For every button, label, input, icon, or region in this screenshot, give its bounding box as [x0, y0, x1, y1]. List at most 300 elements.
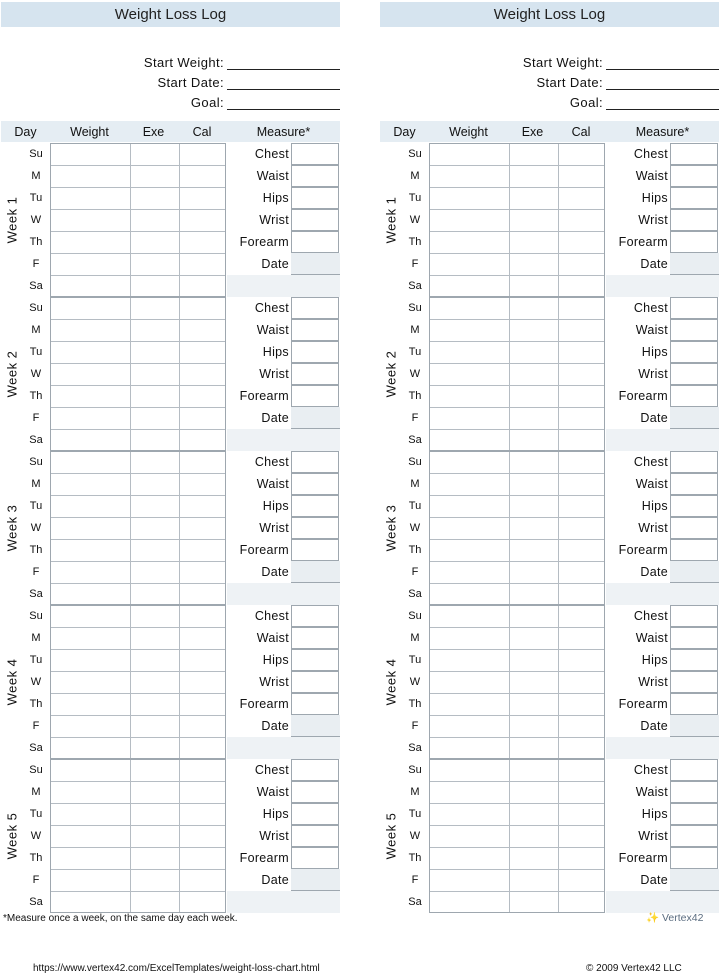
- measure-label: Date: [261, 873, 289, 887]
- entry-cell-exercise[interactable]: [509, 870, 558, 892]
- entry-cell-weight[interactable]: [430, 562, 509, 584]
- entry-cell-weight[interactable]: [51, 584, 130, 606]
- entry-cell-exercise[interactable]: [130, 782, 179, 804]
- entry-cell-exercise[interactable]: [130, 540, 179, 562]
- day-label: F: [32, 258, 40, 270]
- measure-input[interactable]: [291, 297, 339, 319]
- measure-input[interactable]: [670, 781, 718, 803]
- entry-cell-weight[interactable]: [51, 232, 130, 254]
- entry-cell-calories[interactable]: [558, 474, 606, 496]
- entry-cell-weight[interactable]: [51, 540, 130, 562]
- entry-cell-calories[interactable]: [179, 342, 227, 364]
- entry-cell-weight[interactable]: [430, 254, 509, 276]
- measure-input[interactable]: [670, 187, 718, 209]
- entry-cell-exercise[interactable]: [130, 254, 179, 276]
- measure-input[interactable]: [670, 627, 718, 649]
- entry-cell-exercise[interactable]: [509, 430, 558, 452]
- entry-cell-calories[interactable]: [179, 144, 227, 166]
- entry-cell-calories[interactable]: [558, 562, 606, 584]
- entry-cell-weight[interactable]: [51, 716, 130, 738]
- entry-cell-exercise[interactable]: [509, 760, 558, 782]
- entry-cell-weight[interactable]: [51, 188, 130, 210]
- entry-cell-exercise[interactable]: [509, 386, 558, 408]
- entry-cell-calories[interactable]: [179, 320, 227, 342]
- measure-input[interactable]: [291, 187, 339, 209]
- entry-cell-exercise[interactable]: [130, 210, 179, 232]
- entry-cell-exercise[interactable]: [509, 848, 558, 870]
- entry-cell-weight[interactable]: [430, 474, 509, 496]
- entry-cell-weight[interactable]: [51, 386, 130, 408]
- entry-cell-calories[interactable]: [179, 364, 227, 386]
- header-calories: Cal: [192, 125, 212, 139]
- entry-cell-calories[interactable]: [179, 540, 227, 562]
- entry-cell-calories[interactable]: [558, 496, 606, 518]
- week-block: [380, 759, 719, 913]
- week-label-cell: [380, 605, 402, 759]
- entry-cell-exercise[interactable]: [509, 320, 558, 342]
- measure-input[interactable]: [291, 649, 339, 671]
- entry-cell-calories[interactable]: [179, 760, 227, 782]
- entry-cell-exercise[interactable]: [509, 364, 558, 386]
- measure-input[interactable]: [670, 319, 718, 341]
- entry-cell-weight[interactable]: [430, 364, 509, 386]
- entry-cell-calories[interactable]: [179, 672, 227, 694]
- measure-date-input[interactable]: [670, 869, 719, 891]
- measure-input[interactable]: [291, 825, 339, 847]
- entry-cell-weight[interactable]: [430, 650, 509, 672]
- entry-cell-exercise[interactable]: [509, 210, 558, 232]
- measure-input[interactable]: [291, 605, 339, 627]
- entry-cell-exercise[interactable]: [509, 276, 558, 298]
- day-label: M: [31, 478, 41, 490]
- entry-cell-exercise[interactable]: [509, 518, 558, 540]
- entry-cell-weight[interactable]: [51, 606, 130, 628]
- measure-date-input[interactable]: [291, 253, 340, 275]
- entry-cell-weight[interactable]: [51, 804, 130, 826]
- entry-cell-exercise[interactable]: [509, 628, 558, 650]
- measure-label: Waist: [635, 477, 668, 491]
- entry-cell-calories[interactable]: [179, 562, 227, 584]
- entry-cell-exercise[interactable]: [509, 892, 558, 914]
- entry-cell-calories[interactable]: [558, 650, 606, 672]
- entry-cell-weight[interactable]: [430, 870, 509, 892]
- entry-cell-weight[interactable]: [430, 540, 509, 562]
- entry-cell-calories[interactable]: [558, 430, 606, 452]
- entry-cell-exercise[interactable]: [130, 276, 179, 298]
- measure-input[interactable]: [670, 803, 718, 825]
- entry-cell-calories[interactable]: [558, 870, 606, 892]
- entry-cell-exercise[interactable]: [509, 254, 558, 276]
- entry-cell-exercise[interactable]: [130, 364, 179, 386]
- entry-cell-exercise[interactable]: [130, 584, 179, 606]
- entry-cell-calories[interactable]: [179, 804, 227, 826]
- entry-cell-exercise[interactable]: [130, 452, 179, 474]
- entry-cell-weight[interactable]: [430, 672, 509, 694]
- entry-cell-exercise[interactable]: [130, 892, 179, 914]
- week-block: [380, 605, 719, 759]
- measure-input[interactable]: [291, 781, 339, 803]
- entry-cell-exercise[interactable]: [509, 716, 558, 738]
- entry-cell-weight[interactable]: [430, 606, 509, 628]
- entry-cell-weight[interactable]: [51, 474, 130, 496]
- entry-cell-calories[interactable]: [558, 584, 606, 606]
- entry-cell-weight[interactable]: [51, 144, 130, 166]
- entry-cell-calories[interactable]: [179, 386, 227, 408]
- entry-cell-calories[interactable]: [179, 694, 227, 716]
- entry-cell-weight[interactable]: [430, 342, 509, 364]
- entry-cell-weight[interactable]: [430, 716, 509, 738]
- entry-cell-exercise[interactable]: [130, 738, 179, 760]
- entry-cell-weight[interactable]: [51, 848, 130, 870]
- entry-cell-calories[interactable]: [558, 342, 606, 364]
- entry-cell-calories[interactable]: [558, 826, 606, 848]
- entry-cell-exercise[interactable]: [130, 628, 179, 650]
- entry-cell-calories[interactable]: [558, 386, 606, 408]
- entry-cell-calories[interactable]: [179, 826, 227, 848]
- weeks-table: [1, 143, 340, 913]
- day-label: Tu: [29, 346, 43, 358]
- measure-input[interactable]: [670, 165, 718, 187]
- entry-cell-calories[interactable]: [179, 430, 227, 452]
- info-label: Start Date:: [536, 75, 603, 90]
- entry-cell-exercise[interactable]: [509, 298, 558, 320]
- entry-cell-weight[interactable]: [51, 408, 130, 430]
- entry-cell-weight[interactable]: [51, 650, 130, 672]
- measure-input[interactable]: [291, 495, 339, 517]
- entry-cell-calories[interactable]: [558, 760, 606, 782]
- measure-input[interactable]: [291, 385, 339, 407]
- entry-cell-exercise[interactable]: [130, 694, 179, 716]
- entry-cell-weight[interactable]: [51, 430, 130, 452]
- entry-cell-calories[interactable]: [558, 738, 606, 760]
- entry-cell-weight[interactable]: [430, 518, 509, 540]
- measure-date-input[interactable]: [291, 715, 340, 737]
- entry-cell-exercise[interactable]: [130, 650, 179, 672]
- entry-cell-exercise[interactable]: [509, 540, 558, 562]
- entry-cell-weight[interactable]: [51, 452, 130, 474]
- entry-cell-weight[interactable]: [51, 342, 130, 364]
- entry-cell-calories[interactable]: [179, 166, 227, 188]
- entry-cell-calories[interactable]: [558, 320, 606, 342]
- entry-cell-calories[interactable]: [558, 628, 606, 650]
- entry-cell-exercise[interactable]: [509, 144, 558, 166]
- entry-cell-weight[interactable]: [51, 276, 130, 298]
- entry-cell-calories[interactable]: [558, 518, 606, 540]
- entry-cell-calories[interactable]: [558, 188, 606, 210]
- measure-date-input[interactable]: [291, 407, 340, 429]
- measure-blank-cell: [606, 275, 719, 297]
- entry-cell-exercise[interactable]: [509, 804, 558, 826]
- entry-cell-weight[interactable]: [51, 760, 130, 782]
- entry-cell-exercise[interactable]: [509, 342, 558, 364]
- entry-cell-exercise[interactable]: [130, 518, 179, 540]
- entry-cell-exercise[interactable]: [130, 496, 179, 518]
- entry-cell-exercise[interactable]: [509, 782, 558, 804]
- entry-cell-calories[interactable]: [179, 518, 227, 540]
- measure-input[interactable]: [291, 693, 339, 715]
- entry-cell-exercise[interactable]: [130, 716, 179, 738]
- entry-cell-exercise[interactable]: [509, 474, 558, 496]
- info-row-start-weight: [144, 50, 340, 70]
- entry-cell-weight[interactable]: [430, 298, 509, 320]
- entry-cell-calories[interactable]: [179, 276, 227, 298]
- entry-cell-weight[interactable]: [51, 210, 130, 232]
- entry-cell-calories[interactable]: [558, 848, 606, 870]
- entry-cell-weight[interactable]: [430, 232, 509, 254]
- entry-cell-calories[interactable]: [179, 584, 227, 606]
- entry-cell-exercise[interactable]: [130, 672, 179, 694]
- entry-cell-calories[interactable]: [179, 870, 227, 892]
- entry-cell-exercise[interactable]: [130, 298, 179, 320]
- entry-cell-weight[interactable]: [430, 826, 509, 848]
- measure-date-input[interactable]: [291, 869, 340, 891]
- measure-input[interactable]: [291, 165, 339, 187]
- entry-cell-calories[interactable]: [179, 848, 227, 870]
- entry-cell-weight[interactable]: [51, 826, 130, 848]
- info-input-start-weight[interactable]: [606, 53, 719, 70]
- entry-cell-calories[interactable]: [179, 474, 227, 496]
- measure-date-input[interactable]: [670, 253, 719, 275]
- measure-input[interactable]: [670, 341, 718, 363]
- week-label-cell: [380, 451, 402, 605]
- entry-cell-calories[interactable]: [558, 782, 606, 804]
- measure-date-input[interactable]: [291, 561, 340, 583]
- measure-input[interactable]: [670, 539, 718, 561]
- measure-input[interactable]: [291, 627, 339, 649]
- day-label: Sa: [408, 434, 422, 446]
- measure-input[interactable]: [291, 803, 339, 825]
- entry-cell-calories[interactable]: [558, 364, 606, 386]
- measure-input[interactable]: [291, 517, 339, 539]
- measure-input[interactable]: [670, 825, 718, 847]
- info-input-goal[interactable]: [606, 93, 719, 110]
- entry-cell-weight[interactable]: [51, 166, 130, 188]
- measure-input[interactable]: [291, 451, 339, 473]
- entry-cell-weight[interactable]: [51, 562, 130, 584]
- measure-input[interactable]: [670, 231, 718, 253]
- measure-input[interactable]: [670, 517, 718, 539]
- entry-cell-exercise[interactable]: [509, 738, 558, 760]
- measure-input[interactable]: [291, 539, 339, 561]
- entry-cell-weight[interactable]: [51, 672, 130, 694]
- entry-cell-weight[interactable]: [51, 694, 130, 716]
- measure-input[interactable]: [291, 231, 339, 253]
- entry-cell-calories[interactable]: [179, 496, 227, 518]
- measure-date-input[interactable]: [670, 715, 719, 737]
- measure-input[interactable]: [670, 649, 718, 671]
- entry-cell-exercise[interactable]: [130, 760, 179, 782]
- info-input-start-date[interactable]: [227, 73, 340, 90]
- measure-input[interactable]: [291, 341, 339, 363]
- entry-cell-calories[interactable]: [179, 232, 227, 254]
- entry-cell-exercise[interactable]: [130, 826, 179, 848]
- entry-cell-exercise[interactable]: [130, 342, 179, 364]
- week-block: [380, 143, 719, 297]
- entry-cell-exercise[interactable]: [130, 232, 179, 254]
- entry-cell-calories[interactable]: [558, 804, 606, 826]
- entry-cell-weight[interactable]: [51, 254, 130, 276]
- entry-cell-exercise[interactable]: [130, 870, 179, 892]
- measure-input[interactable]: [291, 143, 339, 165]
- measure-input[interactable]: [670, 693, 718, 715]
- entry-cell-exercise[interactable]: [130, 474, 179, 496]
- entry-cell-calories[interactable]: [558, 694, 606, 716]
- entry-cell-calories[interactable]: [179, 408, 227, 430]
- day-label: W: [409, 522, 421, 534]
- entry-cell-weight[interactable]: [430, 584, 509, 606]
- entry-cell-exercise[interactable]: [130, 430, 179, 452]
- entry-cell-weight[interactable]: [430, 804, 509, 826]
- entry-cell-weight[interactable]: [430, 320, 509, 342]
- entry-cell-exercise[interactable]: [130, 188, 179, 210]
- entry-cell-calories[interactable]: [179, 210, 227, 232]
- measure-input[interactable]: [291, 847, 339, 869]
- entry-cell-calories[interactable]: [558, 892, 606, 914]
- entry-cell-weight[interactable]: [430, 210, 509, 232]
- entry-cell-exercise[interactable]: [130, 386, 179, 408]
- measure-input[interactable]: [670, 297, 718, 319]
- measure-input[interactable]: [670, 605, 718, 627]
- entry-cell-calories[interactable]: [558, 716, 606, 738]
- entry-cell-exercise[interactable]: [509, 562, 558, 584]
- entry-cell-weight[interactable]: [51, 870, 130, 892]
- entry-cell-weight[interactable]: [430, 496, 509, 518]
- measure-input[interactable]: [291, 319, 339, 341]
- week-label: Week 2: [383, 350, 399, 398]
- entry-cell-weight[interactable]: [430, 892, 509, 914]
- entry-cell-calories[interactable]: [179, 606, 227, 628]
- measure-label: Wrist: [259, 675, 289, 689]
- entry-cell-exercise[interactable]: [509, 606, 558, 628]
- entry-cell-exercise[interactable]: [130, 408, 179, 430]
- entry-cell-exercise[interactable]: [509, 672, 558, 694]
- entry-cell-calories[interactable]: [558, 540, 606, 562]
- entry-cell-calories[interactable]: [179, 628, 227, 650]
- info-input-start-date[interactable]: [606, 73, 719, 90]
- entry-cell-weight[interactable]: [430, 782, 509, 804]
- info-input-goal[interactable]: [227, 93, 340, 110]
- entry-cell-weight[interactable]: [51, 298, 130, 320]
- measure-input[interactable]: [670, 451, 718, 473]
- entry-cell-weight[interactable]: [51, 738, 130, 760]
- entry-cell-calories[interactable]: [558, 298, 606, 320]
- entry-cell-exercise[interactable]: [509, 188, 558, 210]
- entry-cell-calories[interactable]: [179, 892, 227, 914]
- entry-cell-weight[interactable]: [430, 188, 509, 210]
- entry-cell-exercise[interactable]: [130, 804, 179, 826]
- entry-cell-weight[interactable]: [430, 452, 509, 474]
- entry-cell-calories[interactable]: [558, 166, 606, 188]
- entry-cell-weight[interactable]: [430, 848, 509, 870]
- entry-cell-calories[interactable]: [558, 210, 606, 232]
- entry-cell-calories[interactable]: [179, 298, 227, 320]
- measure-label: Chest: [254, 609, 289, 623]
- entry-cell-exercise[interactable]: [509, 232, 558, 254]
- entry-cell-weight[interactable]: [51, 320, 130, 342]
- entry-cell-exercise[interactable]: [130, 562, 179, 584]
- measure-input[interactable]: [670, 759, 718, 781]
- entry-cell-calories[interactable]: [558, 276, 606, 298]
- entry-cell-weight[interactable]: [430, 386, 509, 408]
- entry-cell-weight[interactable]: [51, 628, 130, 650]
- entry-cell-calories[interactable]: [558, 232, 606, 254]
- entry-cell-calories[interactable]: [558, 606, 606, 628]
- entry-cell-weight[interactable]: [430, 694, 509, 716]
- entry-cell-exercise[interactable]: [130, 606, 179, 628]
- info-input-start-weight[interactable]: [227, 53, 340, 70]
- entry-cell-weight[interactable]: [430, 144, 509, 166]
- week-entry-grid: [429, 605, 605, 759]
- week-label-cell: [1, 451, 23, 605]
- measure-input[interactable]: [670, 209, 718, 231]
- entry-cell-exercise[interactable]: [509, 650, 558, 672]
- entry-cell-calories[interactable]: [558, 254, 606, 276]
- measure-input[interactable]: [291, 671, 339, 693]
- entry-cell-exercise[interactable]: [509, 694, 558, 716]
- measure-input[interactable]: [670, 495, 718, 517]
- entry-cell-calories[interactable]: [558, 452, 606, 474]
- entry-cell-calories[interactable]: [558, 408, 606, 430]
- measure-input[interactable]: [291, 759, 339, 781]
- entry-cell-weight[interactable]: [51, 496, 130, 518]
- entry-cell-calories[interactable]: [179, 738, 227, 760]
- measure-input[interactable]: [670, 671, 718, 693]
- entry-cell-calories[interactable]: [558, 144, 606, 166]
- entry-cell-weight[interactable]: [51, 364, 130, 386]
- entry-cell-exercise[interactable]: [509, 496, 558, 518]
- entry-cell-weight[interactable]: [51, 892, 130, 914]
- entry-cell-weight[interactable]: [430, 760, 509, 782]
- entry-cell-calories[interactable]: [179, 254, 227, 276]
- measure-date-input[interactable]: [670, 561, 719, 583]
- entry-cell-exercise[interactable]: [509, 452, 558, 474]
- measure-input[interactable]: [291, 209, 339, 231]
- source-url[interactable]: https://www.vertex42.com/ExcelTemplates/weight-loss-chart.html: [33, 963, 320, 974]
- entry-cell-weight[interactable]: [430, 738, 509, 760]
- entry-cell-exercise[interactable]: [130, 320, 179, 342]
- measure-date-input[interactable]: [670, 407, 719, 429]
- info-label: Start Weight:: [143, 55, 224, 70]
- entry-cell-weight[interactable]: [430, 408, 509, 430]
- entry-cell-weight[interactable]: [430, 430, 509, 452]
- entry-cell-weight[interactable]: [430, 166, 509, 188]
- measure-input[interactable]: [670, 847, 718, 869]
- measure-input[interactable]: [670, 363, 718, 385]
- entry-cell-exercise[interactable]: [130, 144, 179, 166]
- entry-cell-weight[interactable]: [430, 628, 509, 650]
- measure-input[interactable]: [670, 143, 718, 165]
- entry-cell-exercise[interactable]: [509, 166, 558, 188]
- measure-input[interactable]: [670, 473, 718, 495]
- entry-cell-exercise[interactable]: [509, 584, 558, 606]
- entry-cell-calories[interactable]: [558, 672, 606, 694]
- entry-cell-exercise[interactable]: [130, 848, 179, 870]
- entry-cell-calories[interactable]: [179, 188, 227, 210]
- entry-cell-calories[interactable]: [179, 782, 227, 804]
- entry-cell-calories[interactable]: [179, 650, 227, 672]
- measure-input[interactable]: [291, 363, 339, 385]
- measure-input[interactable]: [670, 385, 718, 407]
- entry-cell-weight[interactable]: [51, 782, 130, 804]
- entry-cell-calories[interactable]: [179, 452, 227, 474]
- entry-cell-weight[interactable]: [51, 518, 130, 540]
- entry-cell-exercise[interactable]: [130, 166, 179, 188]
- entry-cell-weight[interactable]: [430, 276, 509, 298]
- measure-input[interactable]: [291, 473, 339, 495]
- entry-cell-exercise[interactable]: [509, 408, 558, 430]
- entry-cell-exercise[interactable]: [509, 826, 558, 848]
- entry-cell-calories[interactable]: [179, 716, 227, 738]
